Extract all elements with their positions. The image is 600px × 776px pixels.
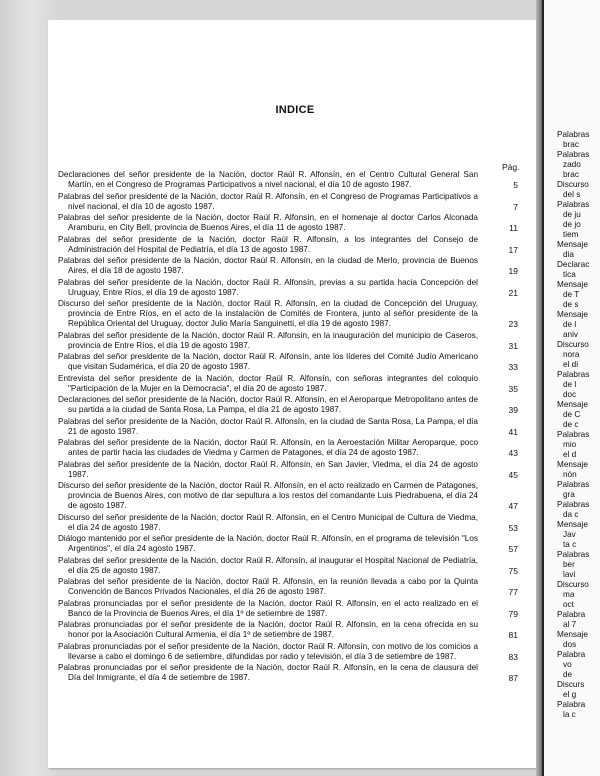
adjacent-page-fragment	[542, 0, 600, 776]
toc-entry	[58, 577, 518, 597]
adjacent-page-text-fragment: del s	[563, 190, 581, 199]
toc-entry	[58, 663, 518, 683]
toc-entry	[58, 642, 518, 662]
toc-entry	[58, 352, 518, 372]
toc-entry	[58, 599, 518, 619]
toc-entry-page-number: 87	[508, 673, 518, 683]
adjacent-page-text-fragment: Mensaje	[557, 280, 588, 289]
toc-entry	[58, 192, 518, 212]
toc-entry-page-number: 57	[508, 544, 518, 554]
adjacent-page-text-fragment: Jav	[563, 530, 576, 539]
page-title: INDICE	[275, 104, 315, 116]
adjacent-page-text-fragment: Palabras	[557, 130, 590, 139]
toc-entry-page-number: 35	[508, 383, 518, 394]
adjacent-page-text-fragment: Palabra	[557, 610, 586, 619]
adjacent-page-text-fragment: ber	[563, 560, 575, 569]
adjacent-page-text-fragment: de l	[563, 320, 577, 329]
toc-entry	[58, 481, 518, 511]
adjacent-page-text-fragment: da c	[563, 510, 579, 519]
adjacent-page-text-fragment: oct	[563, 600, 574, 609]
toc-entry-text: Palabras del señor presidente de la Nación, doctor Raúl R. Alfonsín, en el Congreso de Programas Participativos a nivel nacional, el día 10 de agosto 1987.	[58, 191, 478, 211]
toc-entry-text: Palabras del señor presidente de la Nación, doctor Raúl R. Alfonsín, en la Aeroestación Militar Aeroparque, poco antes de partir hacia las ciudades de Viedma y Carmen de Patagones, el día 24 de agosto 1987.	[58, 438, 478, 457]
toc-entry-page-number: 43	[508, 448, 518, 458]
adjacent-page-text-fragment: Palabra	[557, 700, 586, 709]
toc-entry-text: Discurso del señor presidente de la Nación, doctor Raúl R. Alfonsín, en la ciudad de Concepción del Uruguay, provincia de Entre Ríos, en el acto de la instalación de Comités de Frontera, junto al señor presidente de la República Oriental del Uruguay, doctor Julio María Sanguinetti, el día 19 de agosto 1987.	[58, 299, 478, 328]
adjacent-page-text-fragment: lavi	[563, 570, 576, 579]
toc-entry-page-number: 39	[508, 405, 518, 415]
toc-entry-text: Declaraciones del señor presidente de la Nación, doctor Raúl R. Alfonsín, en el Aeroparque Metropolitano antes de su partida a la ciudad de Santa Rosa, La Pampa, el día 21 de agosto 1987.	[58, 395, 478, 414]
toc-entry	[58, 395, 518, 415]
toc-entry	[58, 170, 518, 190]
adjacent-page-text-fragment: de ju	[563, 210, 581, 219]
adjacent-page-text-fragment: Mensaje	[557, 400, 588, 409]
toc-entry	[58, 299, 518, 329]
toc-entry-page-number: 45	[508, 469, 518, 480]
adjacent-page-text-fragment: el di	[563, 360, 579, 369]
toc-entry	[58, 534, 518, 554]
adjacent-page-text-fragment: Discurso	[557, 180, 589, 189]
adjacent-page-text-fragment: Palabras	[557, 200, 590, 209]
toc-entry	[58, 213, 518, 233]
adjacent-page-text-fragment: tica	[563, 270, 576, 279]
adjacent-page-text-fragment: doc	[563, 390, 577, 399]
adjacent-page-text-fragment: Palabras	[557, 550, 590, 559]
toc-entry-page-number: 17	[508, 244, 518, 255]
adjacent-page-text-fragment: nón	[563, 470, 577, 479]
toc-entry-page-number: 41	[508, 426, 518, 437]
toc-entry-page-number: 47	[508, 501, 518, 511]
toc-entry-text: Declaraciones del señor presidente de la Nación, doctor Raúl R. Alfonsín, en el Centro Cultural General San Martín, en el Congreso de Programas Participativos a nivel nacional, el día 10 de agosto 1987.	[58, 170, 478, 189]
toc-entry-page-number: 23	[508, 319, 518, 329]
toc-entry	[58, 513, 518, 533]
adjacent-page-text-fragment: la c	[563, 710, 576, 719]
toc-entry-text: Palabras del señor presidente de la Nación, doctor Raúl R. Alfonsín, al inaugurar el Hospital Nacional de Pediatría, el día 25 de agosto 1987.	[58, 555, 478, 575]
toc-entry-page-number: 75	[508, 565, 518, 576]
adjacent-page-text-fragment: Palabras	[557, 150, 590, 159]
toc-entry-page-number: 83	[508, 651, 518, 662]
toc-entry-text: Palabras del señor presidente de la Nación, doctor Raúl R. Alfonsín, en San Javier, Viedma, el día 24 de agosto 1987.	[58, 459, 478, 479]
toc-entry	[58, 417, 518, 437]
toc-entry-text: Palabras pronunciadas por el señor presidente de la Nación, doctor Raúl R. Alfonsín, en el acto realizado en el Banco de la Provincia de Buenos Aires, el día 1º de setiembre de 1987.	[58, 598, 478, 618]
adjacent-page-text-fragment: Mensaje	[557, 460, 588, 469]
adjacent-page-text-fragment: de T	[563, 290, 580, 299]
toc-entry-page-number: 81	[508, 630, 518, 640]
adjacent-page-text-fragment: dos	[563, 640, 577, 649]
toc-entry-text: Palabras pronunciadas por el señor presidente de la Nación, doctor Raúl R. Alfonsín, en la cena ofrecida en su honor por la Asociación Cultural Armenia, el día 1º de setiembre de 1987.	[58, 620, 478, 639]
adjacent-page-text-fragment: brac	[563, 170, 579, 179]
adjacent-page-text-fragment: Palabras	[557, 500, 590, 509]
toc-entry-page-number: 53	[508, 522, 518, 533]
toc-entry-text: Palabras del señor presidente de la Nación, doctor Raúl R. Alfonsín, ante los líderes del Comité Judío Americano que visitan Sudamérica, el día 20 de agosto 1987.	[58, 352, 478, 371]
adjacent-page-text-fragment: gra	[563, 490, 575, 499]
toc-entry-page-number: 31	[508, 340, 518, 351]
adjacent-page-text-fragment: Declarac	[557, 260, 590, 269]
toc-entry-page-number: 77	[508, 587, 518, 597]
page-column-header: Pág.	[502, 162, 520, 172]
toc-entry	[58, 460, 518, 480]
adjacent-page-text-fragment: de	[563, 670, 573, 679]
adjacent-page-text-fragment: nora	[563, 350, 580, 359]
toc-entry-text: Palabras pronunciadas por el señor presidente de la Nación, doctor Raúl R. Alfonsín, con motivo de los comicios a llevarse a cabo el domingo 6 de setiembre, difundidas por radio y televisión, el día 3 de setiembre de 1987.	[58, 641, 478, 661]
adjacent-page-text-fragment: Discurso	[557, 340, 589, 349]
toc-entry	[58, 438, 518, 458]
table-of-contents	[58, 170, 518, 685]
adjacent-page-text-fragment: de s	[563, 300, 579, 309]
toc-entry-page-number: 11	[509, 223, 518, 233]
adjacent-page-text-fragment: Palabra	[557, 650, 586, 659]
toc-entry	[58, 374, 518, 394]
toc-entry-text: Palabras del señor presidente de la Nación, doctor Raúl R. Alfonsín, previas a su partida hacia Concepción del Uruguay, Entre Ríos, el día 19 de agosto 1987.	[58, 277, 478, 297]
toc-entry-text: Palabras pronunciadas por el señor presidente de la Nación, doctor Raúl R. Alfonsín, en la cena de clausura del Día del Inmigrante, el día 4 de setiembre de 1987.	[58, 663, 478, 682]
adjacent-page-text-fragment: Mensaje	[557, 310, 588, 319]
adjacent-page-text-fragment: Discurs	[557, 680, 585, 689]
adjacent-page-text-fragment: Mensaje	[557, 630, 588, 639]
adjacent-page-text-fragment: el d	[563, 450, 577, 459]
toc-entry	[58, 256, 518, 276]
adjacent-page-text-fragment: tiem	[563, 230, 579, 239]
adjacent-page-text-fragment: Palabras	[557, 480, 590, 489]
adjacent-page-text-fragment: ta c	[563, 540, 577, 549]
adjacent-page-text-fragment: Mensaje	[557, 240, 588, 249]
toc-entry-page-number: 33	[508, 362, 518, 372]
toc-entry-page-number: 79	[508, 608, 518, 619]
adjacent-page-text-fragment: mio	[563, 440, 577, 449]
adjacent-page-text-fragment: ma	[563, 590, 575, 599]
adjacent-page-text-fragment: al 7	[563, 620, 577, 629]
toc-entry-text: Palabras del señor presidente de la Nación, doctor Raúl R. Alfonsín, a los integrantes del Consejo de Administración del Hospital de Pediatría, el día 13 de agosto 1987.	[58, 234, 478, 254]
toc-entry-text: Discurso del señor presidente de la Nación, doctor Raúl R. Alfonsín, en el Centro Municipal de Cultura de Viedma, el día 24 de agosto 1987.	[58, 512, 478, 532]
adjacent-page-text-fragment: Discurso	[557, 580, 589, 589]
toc-entry	[58, 331, 518, 351]
adjacent-page-text-fragment: brac	[563, 140, 579, 149]
toc-entry	[58, 556, 518, 576]
adjacent-page-text-fragment: el g	[563, 690, 577, 699]
adjacent-page-text-fragment: Mensaje	[557, 520, 588, 529]
toc-entry	[58, 620, 518, 640]
adjacent-page-text-fragment: de c	[563, 420, 579, 429]
adjacent-page-text-fragment: Palabras	[557, 370, 590, 379]
toc-entry-page-number: 5	[513, 180, 518, 190]
adjacent-page-text-fragment: Palabras	[557, 430, 590, 439]
toc-entry	[58, 235, 518, 255]
toc-entry-text: Palabras del señor presidente de la Nación, doctor Raúl R. Alfonsín, en la reunión llevada a cabo por la Quinta Convención de Bancos Privados Nacionales, el día 26 de agosto 1987.	[58, 577, 478, 596]
toc-entry-text: Diálogo mantenido por el señor presidente de la Nación, doctor Raúl R. Alfonsín, en el programa de televisión "Los Argentinos", el día 24 agosto 1987.	[58, 534, 478, 553]
toc-entry-text: Entrevista del señor presidente de la Nación, doctor Raúl R. Alfonsín, con señoras integrantes del coloquio "Participación de la Mujer en la Democracia", el día 20 de agosto 1987.	[58, 373, 478, 393]
adjacent-page-text-fragment: de C	[563, 410, 581, 419]
toc-entry-page-number: 19	[508, 266, 518, 276]
adjacent-page-text-fragment: dia	[563, 250, 574, 259]
toc-entry-text: Palabras del señor presidente de la Nación, doctor Raúl R. Alfonsín, en la ciudad de Merlo, provincia de Buenos Aires, el día 18 de agosto 1987.	[58, 256, 478, 275]
toc-entry-text: Palabras del señor presidente de la Nación, doctor Raúl R. Alfonsín, en la inauguración del municipio de Caseros, provincia de Entre Ríos, el día 19 de agosto 1987.	[58, 330, 478, 350]
adjacent-page-text-fragment: de l	[563, 380, 577, 389]
toc-entry-page-number: 21	[508, 287, 518, 298]
adjacent-page-text-fragment: aniv	[563, 330, 579, 339]
toc-entry-text: Discurso del señor presidente de la Nación, doctor Raúl R. Alfonsín, en el acto realizado en Carmen de Patagones, provincia de Buenos Aires, con motivo de dar sepultura a los restos del comandante Luis Piedrabuena, el día 24 de agosto 1987.	[58, 481, 478, 510]
toc-entry-text: Palabras del señor presidente de la Nación, doctor Raúl R. Alfonsín, en el homenaje al doctor Carlos Alconada Aramburu, en City Bell, provincia de Buenos Aires, el día 11 de agosto 1987.	[58, 213, 478, 232]
toc-entry-page-number: 7	[513, 201, 518, 212]
toc-entry-text: Palabras del señor presidente de la Nación, doctor Raúl R. Alfonsín, en la ciudad de Santa Rosa, La Pampa, el día 21 de agosto 1987.	[58, 416, 478, 436]
adjacent-page-text-fragment: de jo	[563, 220, 581, 229]
adjacent-page-text-fragment: vo	[563, 660, 572, 669]
adjacent-page-text-fragment: zado	[563, 160, 581, 169]
toc-entry	[58, 278, 518, 298]
page-top-margin	[544, 0, 600, 130]
